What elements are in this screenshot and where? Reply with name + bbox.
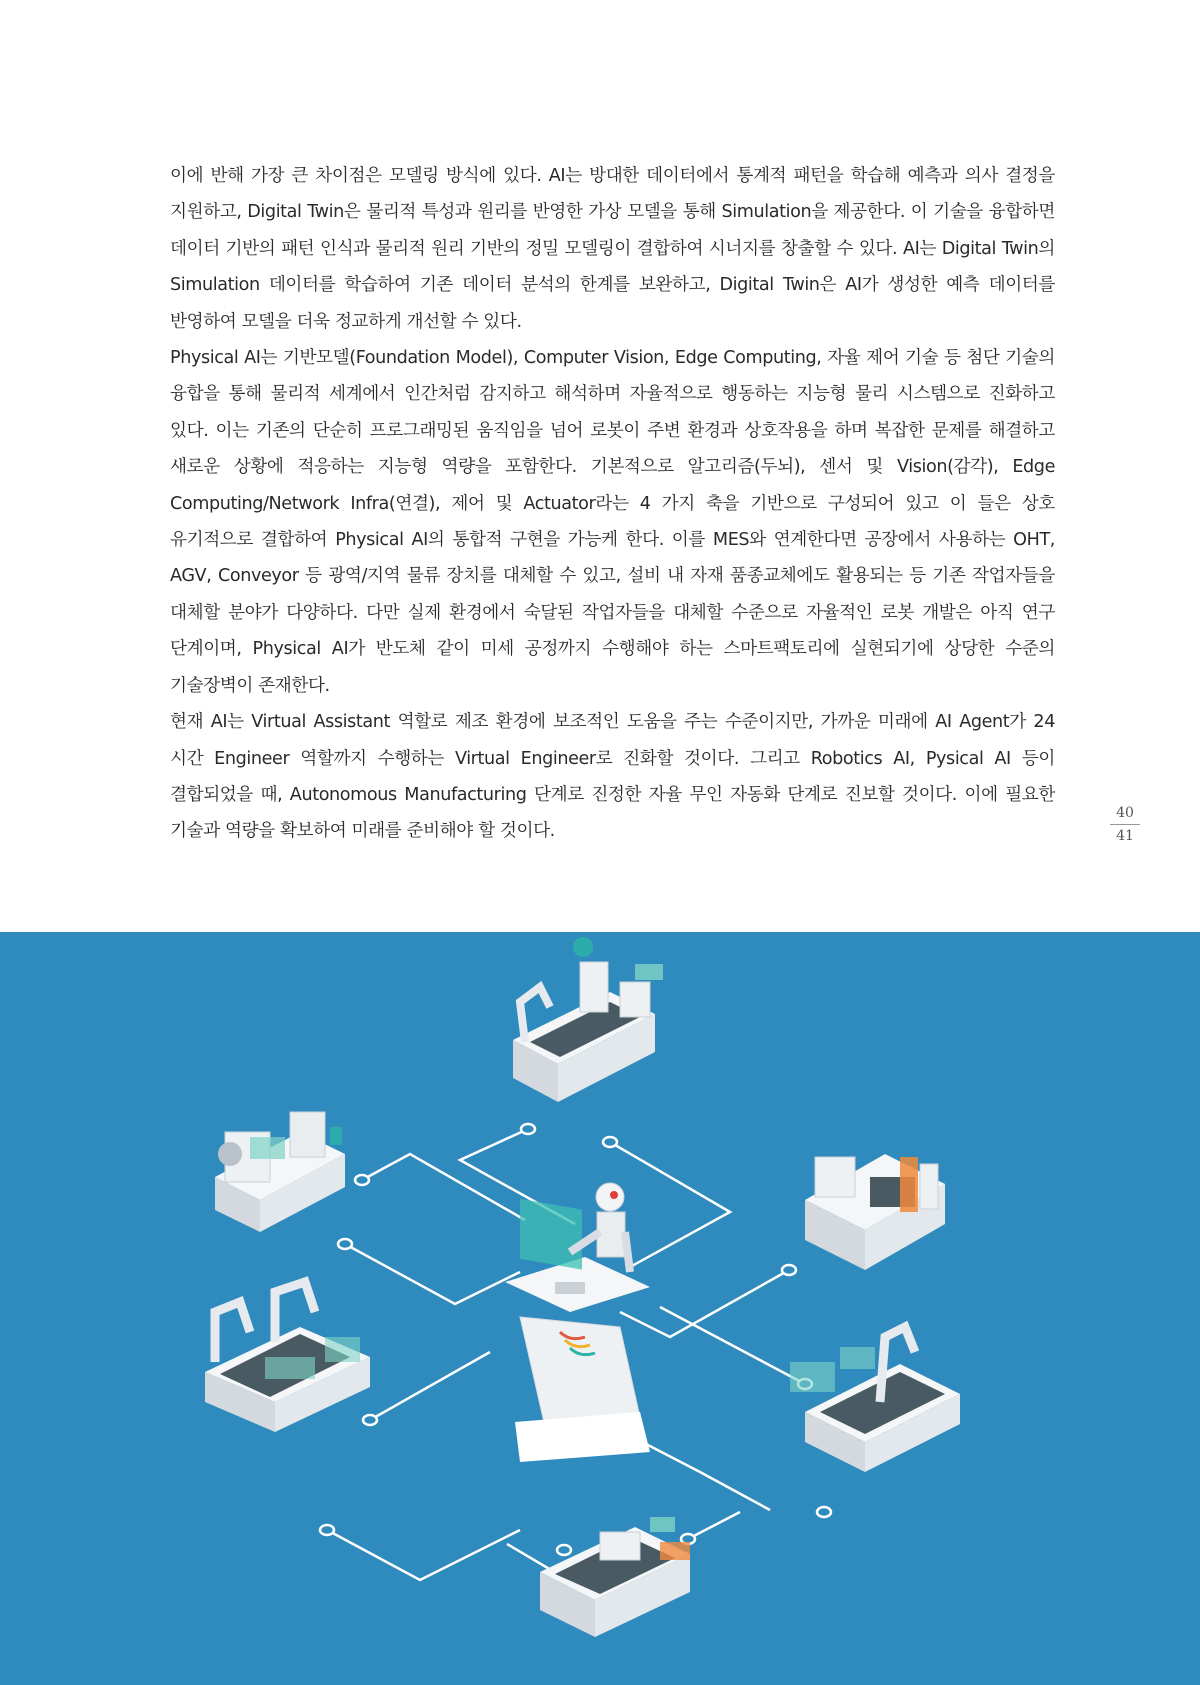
factory-network-diagram [0, 932, 1200, 1685]
top-conveyor-machine [513, 937, 663, 1102]
paragraph-2: Physical AI는 기반모델(Foundation Model), Computer Vision, Edge Computing, 자율 제어 기술 등 첨단 기술의 융합을 통해 물리적 세계에서 인간처럼 감지하고 해석하며 자율적으로 행동하는 지능형 물리 시스템으로 진화하고 있다. 이는 기존의 단순히 프로그래밍된 움직임을 넘어 로봇이 주변 환경과 상호작용을 하며 복잡한 문제를 해결하고 새로운 상황에 적응하는 지능형 역량을 포함한다. 기본적으로 알고리즘(두뇌), 센서 및 Vision(감각), Edge Computing/Network Infra(연결), 제어 및 Actuator라는 4 가지 축을 기반으로 구성되어 있고 이 들은 상호 유기적으로 결합하여 Physical AI의 통합적 구현을 가능케 한다. 이를 MES와 연계한다면 공장에서 사용하는 OHT, AGV, Conveyor 등 광역/지역 물류 장치를 대체할 수 있고, 설비 내 자재 품종교체에도 활용되는 등 기존 작업자들을 대체할 분야가 다양하다. 다만 실제 환경에서 숙달된 작업자들을 대체할 수준으로 자율적인 로봇 개발은 아직 연구 단계이며, Physical AI가 반도체 같이 미세 공정까지 수행해야 하는 스마트팩토리에 실현되기에 상당한 수준의 기술장벽이 존재한다. [170, 348, 1055, 696]
robot-arm-conveyor [790, 1327, 960, 1472]
page-number-left: 40 [1110, 805, 1140, 825]
robot-workstation [505, 1183, 650, 1462]
article-body [170, 158, 1055, 850]
paragraph-3: 현재 AI는 Virtual Assistant 역할로 제조 환경에 보조적인 도움을 주는 수준이지만, 가까운 미래에 AI Agent가 24 시간 Engineer 역할까지 수행하는 Virtual Engineer로 진화할 것이다. 그리고 Robotics AI, Pysical AI 등이 결합되었을 때, Autonomous Manufacturing 단계로 진정한 자율 무인 자동화 단계로 진보할 것이다. 이에 필요한 기술과 역량을 확보하여 미래를 준비해야 할 것이다. [170, 712, 1055, 842]
inspection-conveyor [540, 1517, 690, 1637]
page-number-right: 41 [1116, 828, 1134, 844]
lathe-machine [215, 1112, 345, 1232]
paragraph-1: 이에 반해 가장 큰 차이점은 모델링 방식에 있다. AI는 방대한 데이터에서 통계적 패턴을 학습해 예측과 의사 결정을 지원하고, Digital Twin은 물리적 특성과 원리를 반영한 가상 모델을 통해 Simulation을 제공한다. 이 기술을 융합하면 데이터 기반의 패턴 인식과 물리적 원리 기반의 정밀 모델링이 결합하여 시너지를 창출할 수 있다. AI는 Digital Twin의 Simulation 데이터를 학습하여 기존 데이터 분석의 한계를 보완하고, Digital Twin은 AI가 생성한 예측 데이터를 반영하여 모델을 더욱 정교하게 개선할 수 있다. [170, 166, 1055, 332]
smart-factory-illustration [0, 932, 1200, 1685]
cnc-machine [805, 1154, 945, 1270]
robot-arm-assembly-line [205, 1282, 370, 1432]
page-numbers [1110, 805, 1140, 844]
